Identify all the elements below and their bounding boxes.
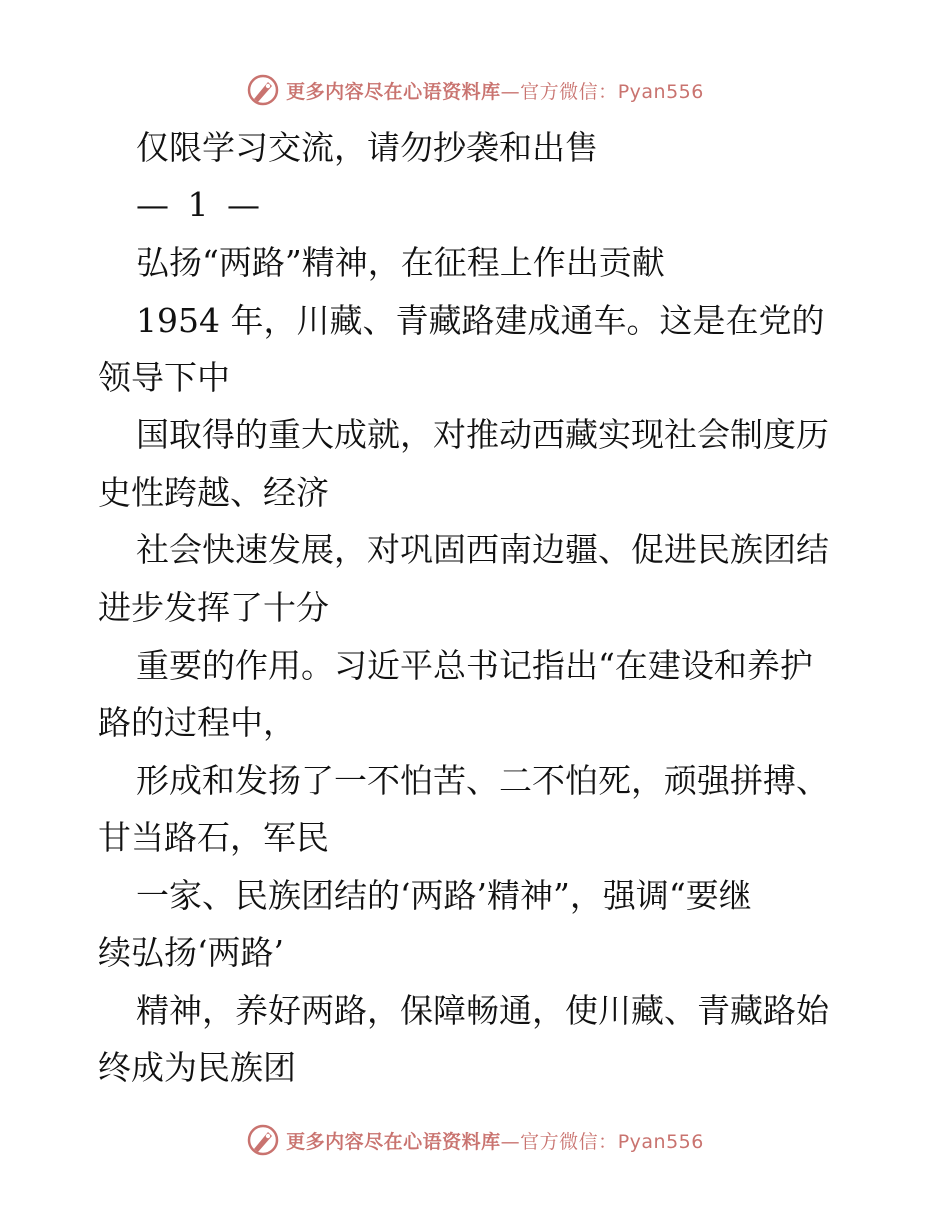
watermark-colon: ： [598, 80, 618, 103]
watermark-separator: — [500, 1130, 521, 1153]
pen-nib-logo-icon [246, 1123, 280, 1157]
watermark-banner-top [0, 70, 950, 110]
paragraph-line: 重要的作用。习近平总书记指出“在建设和养护 [136, 646, 813, 685]
watermark-banner-bottom [0, 1120, 950, 1160]
paragraph-line: 形成和发扬了一不怕苦、二不怕死，顽强拼搏、 [136, 761, 829, 800]
paragraph-line: 一家、民族团结的‘两路’精神”，强调“要继 [136, 876, 752, 915]
watermark-wechat-id: Pyan556 [617, 1130, 704, 1153]
paragraph-line: 1954 年，川藏、青藏路建成通车。这是在党的 [136, 301, 825, 340]
paragraph-line: 精神，养好两路，保障畅通，使川藏、青藏路始 [136, 991, 829, 1030]
paragraph-line: 国取得的重大成就，对推动西藏实现社会制度历 [136, 415, 829, 454]
paragraph-line: 史性跨越、经济 [98, 473, 329, 512]
paragraph-line: 进步发挥了十分 [98, 588, 329, 627]
document-title: 弘扬“两路”精神，在征程上作出贡献 [136, 243, 665, 282]
watermark-main-text: 更多内容尽在心语资料库 [286, 1130, 501, 1153]
paragraph-line: 社会快速发展，对巩固西南边疆、促进民族团结 [136, 530, 829, 569]
paragraph-line: 领导下中 [98, 358, 230, 397]
paragraph-line: 终成为民族团 [98, 1048, 296, 1087]
paragraph-line: 甘当路石，军民 [98, 818, 329, 857]
page-number: — 1 — [136, 185, 264, 224]
pen-nib-logo-icon [246, 73, 280, 107]
watermark-label: 官方微信 [520, 1130, 599, 1153]
paragraph-line: 续弘扬‘两路’ [98, 933, 284, 972]
usage-notice: 仅限学习交流，请勿抄袭和出售 [136, 128, 598, 167]
watermark-wechat-id: Pyan556 [617, 80, 704, 103]
watermark-main-text: 更多内容尽在心语资料库 [286, 80, 501, 103]
watermark-label: 官方微信 [520, 80, 599, 103]
paragraph-line: 路的过程中， [98, 703, 296, 742]
watermark-separator: — [500, 80, 521, 103]
watermark-colon: ： [598, 1130, 618, 1153]
